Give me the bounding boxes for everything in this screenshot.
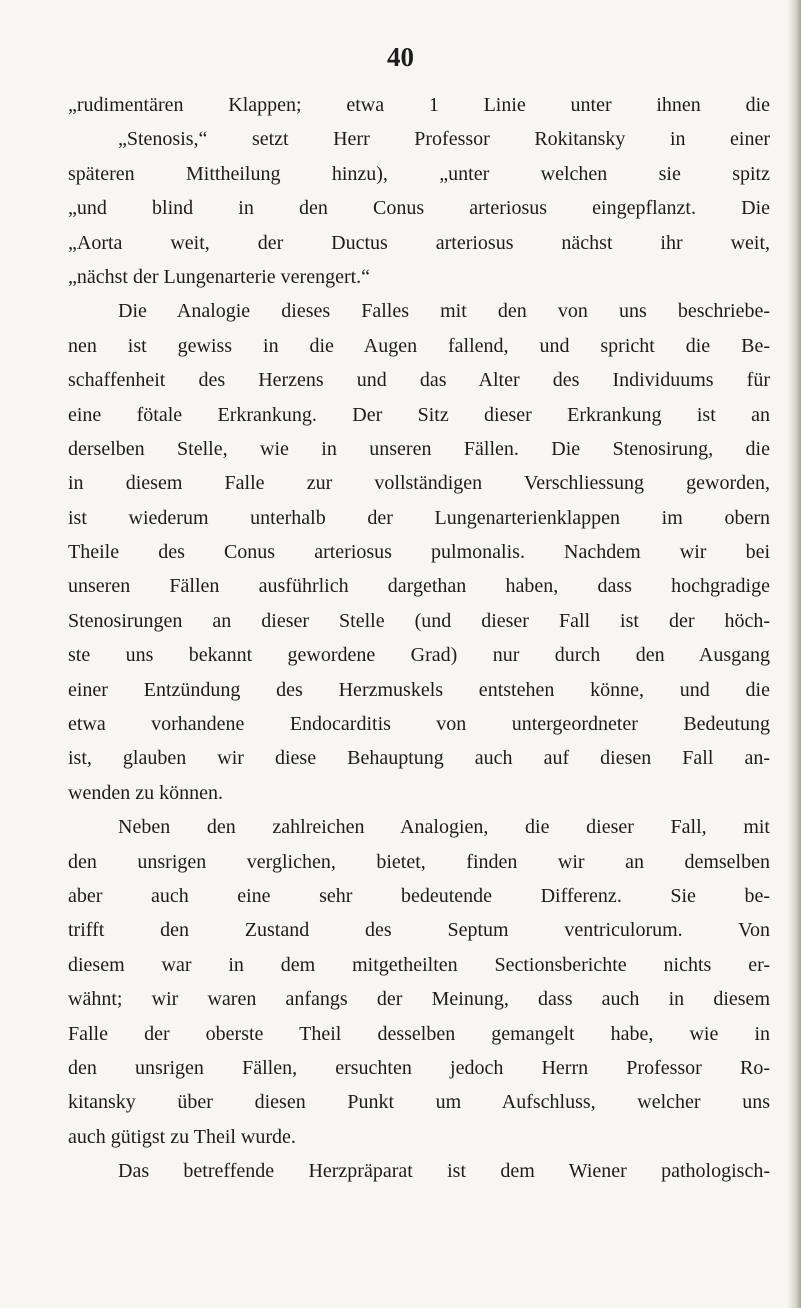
text-line: „Stenosis,“ setzt Herr Professor Rokitansky in einer <box>118 128 770 151</box>
text-line: derselben Stelle, wie in unseren Fällen. Die Stenosirung, die <box>68 437 770 460</box>
text-line: wenden zu können. <box>68 781 223 804</box>
text-line: Stenosirungen an dieser Stelle (und dieser Fall ist der höch- <box>68 609 770 632</box>
text-line: ste uns bekannt gewordene Grad) nur durch den Ausgang <box>68 644 770 667</box>
text-line: in diesem Falle zur vollständigen Verschliessung geworden, <box>68 472 770 495</box>
text-line: „und blind in den Conus arteriosus eingepflanzt. Die <box>68 197 770 220</box>
text-line: Die Analogie dieses Falles mit den von uns beschriebe- <box>118 300 770 323</box>
text-line: einer Entzündung des Herzmuskels entstehen könne, und die <box>68 678 770 701</box>
text-line: diesem war in dem mitgetheilten Sectionsberichte nichts er- <box>68 953 770 976</box>
text-line: Theile des Conus arteriosus pulmonalis. Nachdem wir bei <box>68 541 770 564</box>
text-line: „nächst der Lungenarterie verengert.“ <box>68 265 371 288</box>
text-line: kitansky über diesen Punkt um Aufschluss, welcher uns <box>68 1091 770 1114</box>
text-line: späteren Mittheilung hinzu), „unter welchen sie spitz <box>68 162 770 185</box>
text-line: „rudimentären Klappen; etwa 1 Linie unter ihnen die <box>68 94 770 116</box>
text-line: auch gütigst zu Theil wurde. <box>68 1125 296 1148</box>
text-line: schaffenheit des Herzens und das Alter des Individuums für <box>68 369 770 392</box>
text-line: unseren Fällen ausführlich dargethan haben, dass hochgradige <box>68 575 770 598</box>
text-line: trifft den Zustand des Septum ventriculorum. Von <box>68 919 770 942</box>
text-line: „Aorta weit, der Ductus arteriosus nächst ihr weit, <box>68 231 770 254</box>
text-line: Neben den zahlreichen Analogien, die dieser Fall, mit <box>118 816 770 839</box>
text-line: etwa vorhandene Endocarditis von untergeordneter Bedeutung <box>68 713 770 736</box>
text-line: den unsrigen verglichen, bietet, finden wir an demselben <box>68 850 770 873</box>
text-line: Das betreffende Herzpräparat ist dem Wiener pathologisch- <box>118 1160 770 1183</box>
text-line: ist, glauben wir diese Behauptung auch auf diesen Fall an- <box>68 747 770 770</box>
page-edge-shadow <box>787 0 801 1308</box>
text-line: ist wiederum unterhalb der Lungenarterienklappen im obern <box>68 506 770 529</box>
text-line: eine fötale Erkrankung. Der Sitz dieser Erkrankung ist an <box>68 403 770 426</box>
text-line: nen ist gewiss in die Augen fallend, und spricht die Be- <box>68 334 770 357</box>
body-text <box>68 88 770 1189</box>
text-line: aber auch eine sehr bedeutende Differenz. Sie be- <box>68 884 770 907</box>
text-line: wähnt; wir waren anfangs der Meinung, dass auch in diesem <box>68 988 770 1011</box>
text-line: Falle der oberste Theil desselben gemangelt habe, wie in <box>68 1022 770 1045</box>
text-line: den unsrigen Fällen, ersuchten jedoch Herrn Professor Ro- <box>68 1056 770 1079</box>
page-number: 40 <box>387 42 414 72</box>
